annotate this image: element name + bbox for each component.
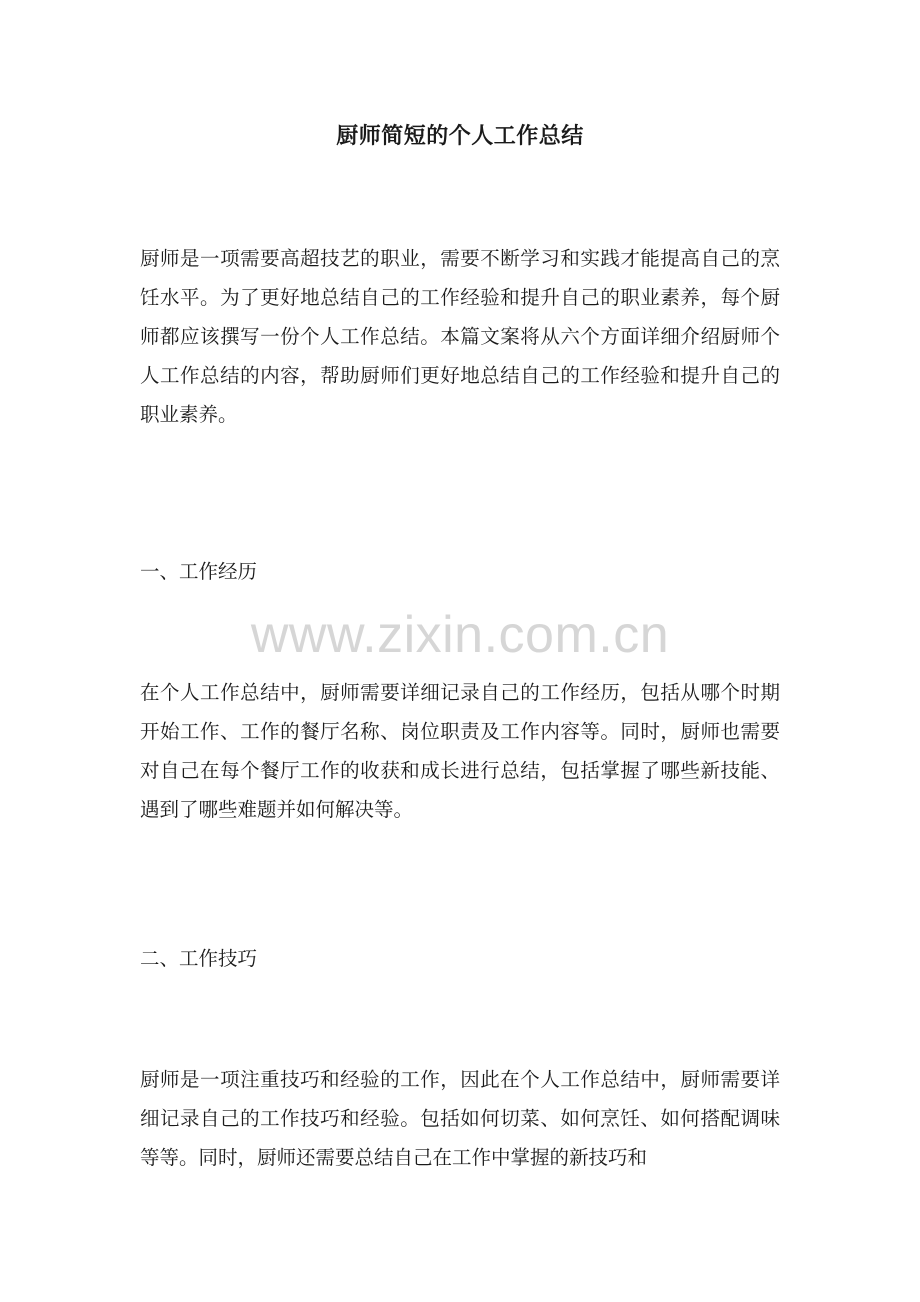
section-body-work-experience: 在个人工作总结中，厨师需要详细记录自己的工作经历，包括从哪个时期开始工作、工作的餐厅名称、岗位职责及工作内容等。同时，厨师也需要对自己在每个餐厅工作的收获和成长进行总结，包括掌握了哪些新技能、遇到了哪些难题并如何解决等。: [140, 681, 780, 821]
section-body-work-skills: 厨师是一项注重技巧和经验的工作，因此在个人工作总结中，厨师需要详细记录自己的工作技巧和经验。包括如何切菜、如何烹饪、如何搭配调味等等。同时，厨师还需要总结自己在工作中掌握的新技巧和: [140, 1068, 780, 1169]
intro-paragraph: 厨师是一项需要高超技艺的职业，需要不断学习和实践才能提高自己的烹饪水平。为了更好地总结自己的工作经验和提升自己的职业素养，每个厨师都应该撰写一份个人工作总结。本篇文案将从六个方面详细介绍厨师个人工作总结的内容，帮助厨师们更好地总结自己的工作经验和提升自己的职业素养。: [140, 247, 780, 426]
section-heading-work-experience: 一、工作经历: [140, 560, 258, 583]
section-heading-work-skills: 二、工作技巧: [140, 947, 258, 970]
document-title: 厨师简短的个人工作总结: [336, 123, 584, 149]
watermark: www.zixin.com.cn: [250, 606, 670, 664]
